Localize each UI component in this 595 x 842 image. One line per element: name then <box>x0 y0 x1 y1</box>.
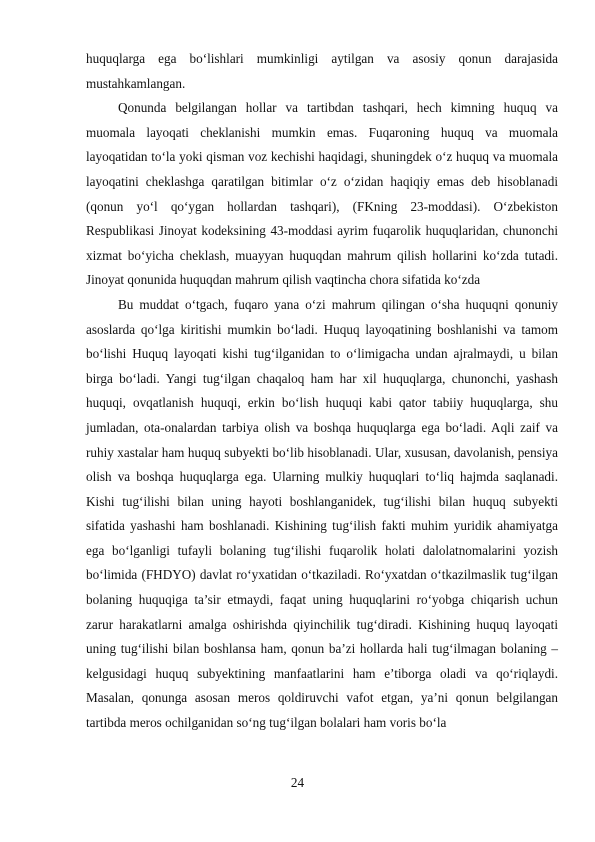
paragraph-continuation: huquqlarga ega bo‘lishlari mumkinligi aytilgan va asosiy qonun darajasida mustahkamlangan. <box>86 51 558 91</box>
paragraph-legal-capacity-limits: Qonunda belgilangan hollar va tartibdan tashqari, hech kimning huquq va muomala layoqati cheklanishi mumkin emas. Fuqaroning huquq va muomala layoqatidan to‘la yoki qisman voz kechishi haqidagi, shuningdek o‘z huquq va muomala layoqatini cheklashga qaratilgan bitimlar o‘z o‘zidan haqiqiy emas deb hisoblanadi (qonun yo‘l qo‘ygan hollardan tashqari), (FKning 23-moddasi). O‘zbekiston Respublikasi Jinoyat kodeksining 43-moddasi ayrim fuqarolik huquqlaridan, chunonchi xizmat bo‘yicha cheklash, muayyan huquqdan mahrum qilish hollarini ko‘zda tutadi. Jinoyat qonunida huquqdan mahrum qilish vaqtincha chora sifatida ko‘zda <box>86 100 558 288</box>
page-body <box>86 47 558 736</box>
page-number: 24 <box>290 775 305 790</box>
paragraph-capacity-beginning: Bu muddat o‘tgach, fuqaro yana o‘zi mahrum qilingan o‘sha huquqni qonuniy asoslarda qo‘lga kiritishi mumkin bo‘ladi. Huquq layoqatining boshlanishi va tamom bo‘lishi Huquq layoqati kishi tug‘ilganidan to o‘limigacha undan ajralmaydi, u bilan birga bo‘ladi. Yangi tug‘ilgan chaqaloq ham har xil huquqlarga, chunonchi, yashash huquqi, ovqatlanish huquqi, erkin bo‘lish huquqi kabi qator tabiiy huquqlarga, shu jumladan, ota-onalardan tarbiya olish va boshqa huquqlarga ega bo‘ladi. Aqli zaif va ruhiy xastalar ham huquq subyekti bo‘lib hisoblanadi. Ular, xususan, davolanish, pensiya olish va boshqa huquqlarga ega. Ularning mulkiy huquqlari to‘liq hajmda saqlanadi. Kishi tug‘ilishi bilan uning hayoti boshlanganidek, tug‘ilishi bilan huquq subyekti sifatida yashashi ham boshlanadi. Kishining tug‘ilish fakti muhim yuridik ahamiyatga ega bo‘lganligi tufayli bolaning tug‘ilishi fuqarolik holati dalolatnomalarini yozish bo‘limida (FHDYO) davlat ro‘yxatidan o‘tkaziladi. Ro‘yxatdan o‘tkazilmaslik tug‘ilgan bolaning huquqiga ta’sir etmaydi, faqat uning huquqlarini ro‘yobga chiqarish uchun zarur harakatlarni amalga oshirishda qiyinchilik tug‘diradi. Kishining huquq layoqati uning tug‘ilishi bilan boshlansa ham, qonun ba’zi hollarda hali tug‘ilmagan bolaning – kelgusidagi huquq subyektining manfaatlarini ham e’tiborga oladi va qo‘riqlaydi. Masalan, qonunga asosan meros qoldiruvchi vafot etgan, ya’ni qonun belgilangan tartibda meros ochilganidan so‘ng tug‘ilgan bolalari ham voris bo‘la <box>86 296 558 731</box>
